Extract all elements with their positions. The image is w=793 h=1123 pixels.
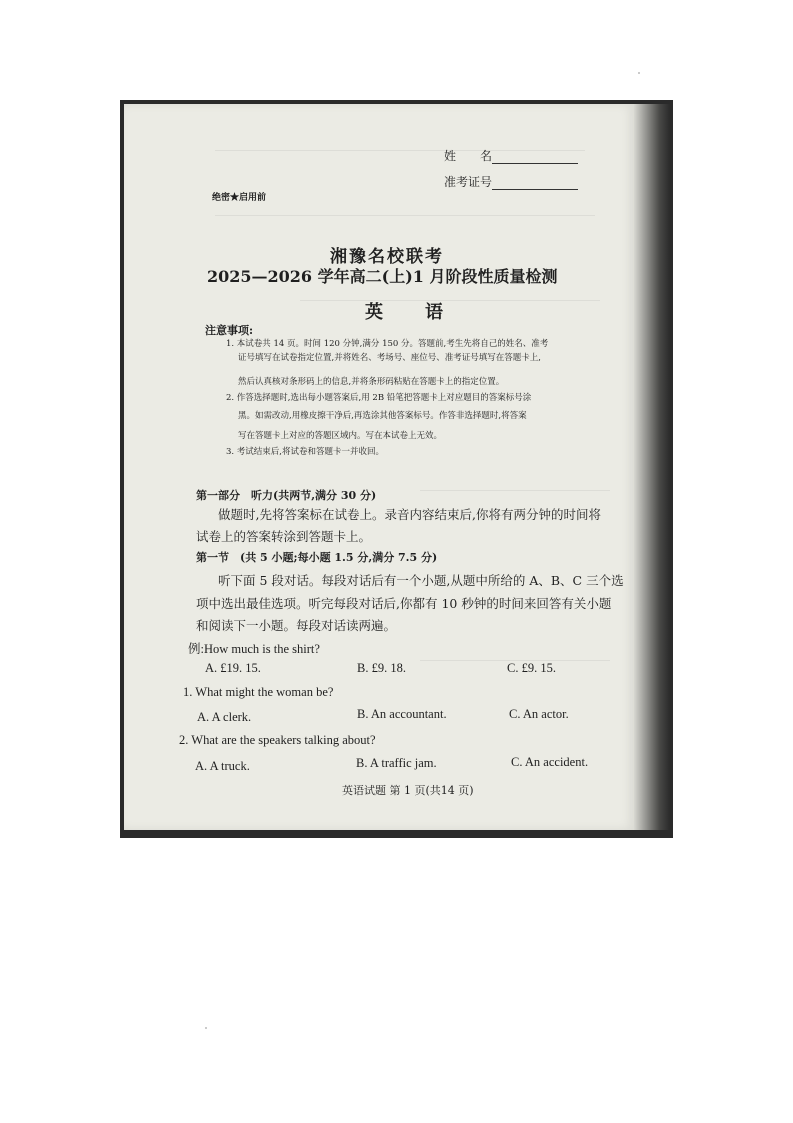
page-footer: 英语试题 第 1 页(共14 页) [342,784,474,797]
q2-option-c: C. An accident. [511,755,589,769]
secret-mark: 绝密★启用前 [212,193,267,203]
speck [205,1027,207,1029]
notice-line: 写在答题卡上对应的答题区域内。写在本试卷上无效。 [238,431,443,441]
question-1: 1. What might the woman be? [183,685,334,699]
example-option-c: C. £9. 15. [507,661,556,675]
section1-intro-line: 和阅读下一小题。每段对话读两遍。 [196,618,397,633]
subject-title: 英 语 [365,302,455,323]
section1-intro-line: 听下面 5 段对话。每段对话后有一个小题,从题中所给的 A、B、C 三个选 [218,573,624,588]
exam-organizer-title: 湘豫名校联考 [330,247,444,267]
exam-id-blank[interactable] [492,177,578,190]
notice-line: 黑。如需改动,用橡皮擦干净后,再选涂其他答案标号。作答非选择题时,将答案 [238,411,527,421]
q2-option-a: A. A truck. [195,759,250,773]
notice-line: 3. 考试结束后,将试卷和答题卡一并收回。 [226,447,385,457]
part1-intro-line: 做题时,先将答案标在试卷上。录音内容结束后,你将有两分钟的时间将 [218,507,601,522]
notice-line: 1. 本试卷共 14 页。时间 120 分钟,满分 150 分。答题前,考生先将自己的姓名、准考 [226,339,549,349]
name-field [444,147,578,164]
q2-option-b: B. A traffic jam. [356,756,437,770]
example-option-b: B. £9. 18. [357,661,406,675]
notice-line: 2. 作答选择题时,选出每小题答案后,用 2B 铅笔把答题卡上对应题目的答案标号涂 [226,393,532,403]
speck [638,72,640,74]
section1-intro-line: 项中选出最佳选项。听完每段对话后,你都有 10 秒钟的时间来回答有关小题 [196,596,612,611]
notice-line: 证号填写在试卷指定位置,并将姓名、考场号、座位号、准考证号填写在答题卡上, [238,353,541,363]
q1-option-b: B. An accountant. [357,707,447,721]
name-label: 姓 名 [444,149,493,163]
notice-line: 然后认真核对条形码上的信息,并将条形码粘贴在答题卡上的指定位置。 [238,377,505,387]
example-option-a: A. £19. 15. [205,661,261,675]
bleed-through-line [215,215,595,217]
question-2: 2. What are the speakers talking about? [179,733,376,747]
part1-intro-line: 试卷上的答案转涂到答题卡上。 [196,529,372,544]
notice-heading: 注意事项: [205,324,254,337]
q1-option-a: A. A clerk. [197,710,252,724]
exam-id-label: 准考证号 [444,175,493,189]
section1-heading: 第一节 (共 5 小题;每小题 1.5 分,满分 7.5 分) [196,551,438,564]
exam-id-field [444,173,578,190]
example-question: 例:How much is the shirt? [188,642,320,656]
exam-name-title: 2025—2026 学年高二(上)1 月阶段性质量检测 [207,267,558,286]
bleed-through-line [420,490,610,492]
paper-edge-shadow [634,104,670,830]
q1-option-c: C. An actor. [509,707,569,721]
part1-heading: 第一部分 听力(共两节,满分 30 分) [196,489,377,502]
name-blank[interactable] [492,151,578,164]
